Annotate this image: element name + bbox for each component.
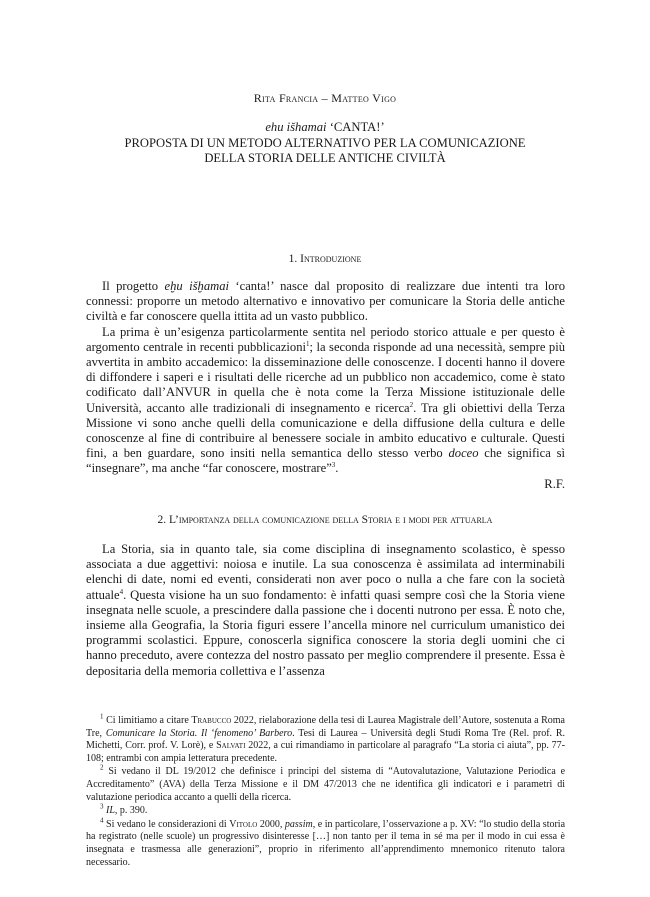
title-line-1: ehu išhamai ‘CANTA!’ bbox=[265, 120, 385, 134]
running-header: Rita Francia – Matteo Vigo bbox=[253, 91, 397, 105]
footnote-ref[interactable]: 2 bbox=[409, 400, 414, 409]
article-title bbox=[0, 120, 650, 167]
paragraph: La Storia, sia in quanto tale, sia come disciplina di insegnamento scolastico, è spesso associata a due aggettivi: noiosa e inutile. La sua conoscenza è assimilata ad interminabili elenchi di date, nomi ed eventi, considerati non aver poco o nulla a che fare con la società attuale$^4$. Questa visione ha un suo fondamento: è infatti quasi sempre così che la Storia viene insegnata nelle scuole, a prescindere dalla passione che i docenti nutrono per essa. È noto che, insieme alla Geografia, la Storia figuri essere l’ancella minore nel curriculum umanistico dei programmi scolastici. Eppure, conoscerla significa conoscere la storia degli uomini che ci hanno preceduto, avere contezza del nostro passato per meglio comprendere il presente. Essa è depositaria della memoria collettiva e l’assenza bbox=[86, 542, 565, 678]
section-2-body bbox=[86, 542, 565, 679]
author-signature: R.F. bbox=[544, 476, 565, 491]
section-1-heading: 1. Introduzione bbox=[288, 253, 362, 265]
paragraph: La prima è un’esigenza particolarmente sentita nel periodo storico attuale e per questo è argomento centrale in recenti pubblicazioni$^1$; la seconda risponde ad una necessità, sempre più avvertita in ambito accademico: la disseminazione delle conoscenze. I docenti hanno il dovere di diffondere i saperi e i risultati delle ricerche ad un pubblico non accademico, come è stato codificato dall’ANVUR in quella che è nota come la Terza Missione istituzionale delle Università, accanto alle tradizionali di insegnamento e ricerca$^2$. Tra gli obiettivi della Terza Missione vi sono anche quelli della comunicazione e della diffusione della cultura e delle conoscenze al fine di contribuire al benessere sociale in ambito educativo e culturale. Questi fini, a ben guardare, sono insiti nella semantica dello stesso verbo doceo che significa sì “insegnare”, ma anche “far conoscere, mostrare”$^3$. bbox=[86, 324, 565, 476]
footnote-1: $^1$ Ci limitiamo a citare Trabucco 2022, rielaborazione della tesi di Laurea Magistrale dell’Autore, sostenuta a Roma Tre, Comunicare la Storia. Il ‘fenomeno’ Barbero. Tesi di Laurea – Università degli Studi Roma Tre (Rel. prof. R. Michetti, Corr. prof. V. Lorè), e Salvati 2022, a cui rimandiamo in particolare al paragrafo “La storia ci aiuta”, pp. 77-108; entrambi con ampia letteratura precedente. bbox=[86, 712, 565, 764]
footnote-ref[interactable]: 1 bbox=[306, 339, 310, 348]
title-line-3: DELLA STORIA DELLE ANTICHE CIVILTÀ bbox=[204, 151, 446, 165]
title-line-2: PROPOSTA DI UN METODO ALTERNATIVO PER LA COMUNICAZIONE bbox=[124, 135, 526, 150]
footnotes bbox=[86, 712, 566, 870]
footnote-ref[interactable]: 3 bbox=[331, 461, 336, 470]
footnote-ref[interactable]: 4 bbox=[119, 587, 124, 596]
footnote-3: $^3$ IL, p. 390. bbox=[100, 802, 148, 817]
section-2-heading: 2. L’importanza della comunicazione della Storia e i modi per attuarla bbox=[157, 514, 493, 526]
paragraph: Il progetto eḫu išḫamai ‘canta!’ nasce dal proposito di realizzare due intenti tra loro connessi: proporre un metodo alternativo e innovativo per comunicare la Storia delle antiche civiltà e far conoscere quella ittita ad un vasto pubblico. bbox=[86, 279, 566, 324]
section-1-body bbox=[86, 279, 565, 492]
title-italic: ehu išhamai bbox=[265, 120, 327, 134]
footnote-2: $^2$ Si vedano il DL 19/2012 che definisce i principi del sistema di “Autovalutazione, Valutazione Periodica e Accreditamento” (AVA) della Terza Missione e il DM 47/2013 che ne identifica gli indicatori e i parametri di valutazione periodica accanto a quelli della ricerca. bbox=[86, 764, 566, 803]
footnote-4: $^4$ Si vedano le considerazioni di Vitolo 2000, passim, e in particolare, l’osservazione a p. XV: “lo studio della storia ha registrato (nelle scuole) un progressivo disinteresse […] non tanto per il tema in sé ma per il modo in cui essa è insegnata e trasmessa alle generazioni”, proprio in riferimento all’apprendimento mnemonico ritenuto talora necessario. bbox=[86, 816, 566, 868]
